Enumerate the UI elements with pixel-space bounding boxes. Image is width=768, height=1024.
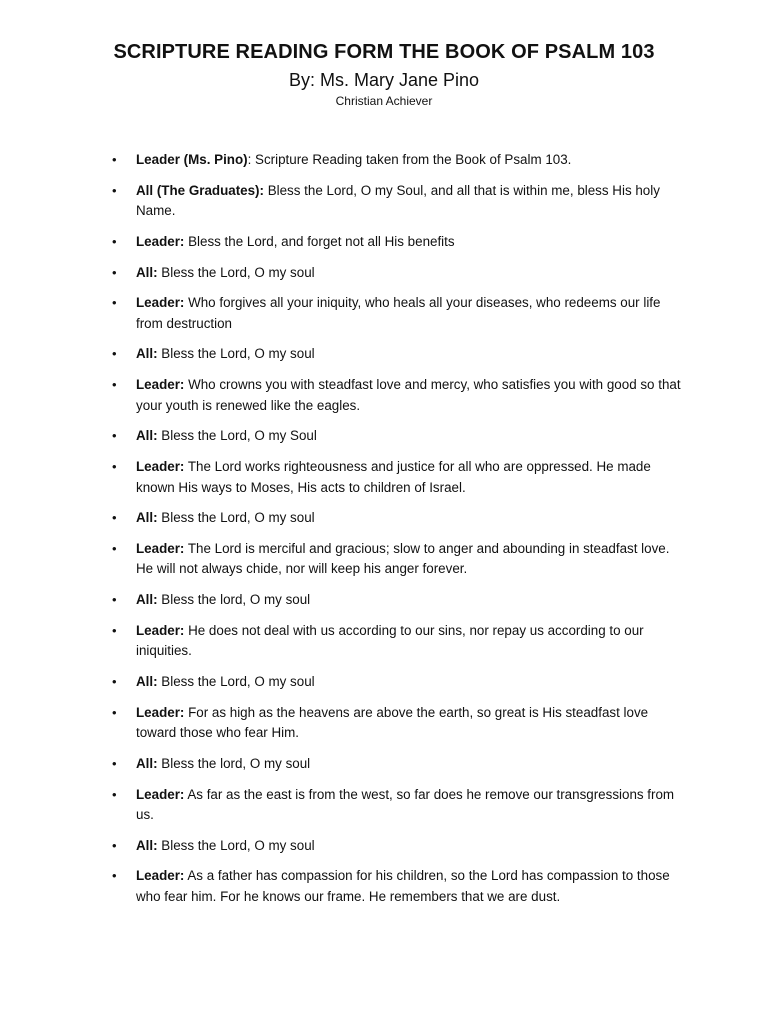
- reading-text: As far as the east is from the west, so far does he remove our transgressions from us.: [136, 786, 675, 822]
- reading-text: : Scripture Reading taken from the Book of Psalm 103.: [247, 152, 572, 167]
- speaker-label: Leader:: [136, 377, 185, 393]
- reading-text: As a father has compassion for his children, so the Lord has compassion to those who fear him. For he knows our frame. He remembers that we are dust.: [136, 868, 670, 904]
- list-item: [110, 785, 682, 826]
- subtitle: Christian Achiever: [335, 94, 433, 108]
- page-title: SCRIPTURE READING FORM THE BOOK OF PSALM 103: [113, 41, 655, 63]
- speaker-label: Leader:: [136, 295, 185, 311]
- bullet-icon: •: [112, 673, 117, 689]
- speaker-label: Leader:: [136, 233, 185, 249]
- bullet-icon: •: [112, 152, 117, 167]
- reading-text: Bless the Lord, O my Soul: [157, 428, 317, 444]
- list-item: [110, 457, 682, 498]
- speaker-label: All:: [136, 592, 158, 608]
- bullet-icon: •: [112, 510, 117, 526]
- list-item: [110, 263, 682, 284]
- bullet-icon: •: [112, 233, 117, 249]
- list-item: [110, 672, 682, 693]
- list-item: [110, 590, 682, 611]
- author-byline: By: Ms. Mary Jane Pino: [288, 70, 480, 90]
- list-item: [110, 836, 682, 857]
- reading-text: Bless the Lord, O my soul: [157, 346, 315, 362]
- list-item: [110, 344, 682, 365]
- bullet-icon: •: [112, 837, 117, 853]
- list-item: [110, 621, 682, 662]
- reading-text: For as high as the heavens are above the earth, so great is His steadfast love toward those who fear Him.: [136, 704, 649, 741]
- speaker-label: Leader:: [136, 459, 185, 474]
- reading-text: He does not deal with us according to our sins, nor repay us according to our iniquities.: [136, 622, 644, 659]
- reading-text: Who forgives all your iniquity, who heals all your diseases, who redeems our life from destruction: [136, 295, 661, 331]
- speaker-label: Leader (Ms. Pino): [136, 152, 248, 167]
- reading-text: Bless the Lord, O my Soul, and all that is within me, bless His holy Name.: [136, 182, 660, 219]
- reading-text: Bless the lord, O my soul: [157, 592, 311, 608]
- bullet-icon: •: [112, 592, 117, 608]
- reading-text: The Lord works righteousness and justice for all who are oppressed. He made known His ways to Moses, His acts to children of Israel.: [136, 459, 651, 495]
- bullet-icon: •: [112, 622, 117, 638]
- bullet-icon: •: [112, 377, 117, 393]
- reading-text: Bless the Lord, O my soul: [157, 510, 315, 526]
- speaker-label: All:: [136, 673, 158, 689]
- reading-text: Bless the Lord, O my soul: [157, 673, 315, 689]
- list-item: [110, 754, 682, 775]
- bullet-icon: •: [112, 346, 117, 362]
- list-item: [110, 150, 682, 171]
- speaker-label: All:: [136, 264, 158, 280]
- reading-text: Who crowns you with steadfast love and mercy, who satisfies you with good so that your youth is renewed like the eagles.: [136, 377, 681, 413]
- speaker-label: Leader:: [136, 704, 185, 720]
- list-item: [110, 232, 682, 253]
- bullet-icon: •: [112, 868, 117, 884]
- list-item: [110, 181, 682, 222]
- speaker-label: Leader:: [136, 868, 185, 884]
- bullet-icon: •: [112, 704, 117, 720]
- speaker-label: Leader:: [136, 622, 185, 638]
- list-item: [110, 293, 682, 334]
- list-item: [110, 375, 682, 416]
- speaker-label: All (The Graduates):: [136, 182, 264, 198]
- speaker-label: All:: [136, 837, 158, 853]
- reading-text: Bless the lord, O my soul: [157, 755, 311, 771]
- list-item: [110, 426, 682, 447]
- bullet-icon: •: [112, 459, 117, 474]
- list-item: [110, 539, 682, 580]
- speaker-label: Leader:: [136, 540, 185, 556]
- speaker-label: All:: [136, 755, 158, 771]
- bullet-icon: •: [112, 786, 117, 802]
- document-header: [0, 0, 768, 109]
- reading-text: The Lord is merciful and gracious; slow to anger and abounding in steadfast love. He will not always chide, nor will keep his anger forever.: [136, 540, 670, 577]
- speaker-label: All:: [136, 428, 158, 444]
- bullet-icon: •: [112, 540, 117, 556]
- reading-list: [110, 150, 682, 918]
- speaker-label: All:: [136, 510, 158, 526]
- reading-text: Bless the Lord, and forget not all His benefits: [184, 233, 455, 249]
- list-item: [110, 866, 682, 907]
- speaker-label: All:: [136, 346, 158, 362]
- list-item: [110, 703, 682, 744]
- bullet-icon: •: [112, 428, 117, 444]
- reading-text: Bless the Lord, O my soul: [157, 837, 315, 853]
- list-item: [110, 508, 682, 529]
- speaker-label: Leader:: [136, 786, 185, 802]
- bullet-icon: •: [112, 264, 117, 280]
- bullet-icon: •: [112, 182, 117, 198]
- reading-text: Bless the Lord, O my soul: [157, 264, 315, 280]
- bullet-icon: •: [112, 755, 117, 771]
- bullet-icon: •: [112, 295, 117, 311]
